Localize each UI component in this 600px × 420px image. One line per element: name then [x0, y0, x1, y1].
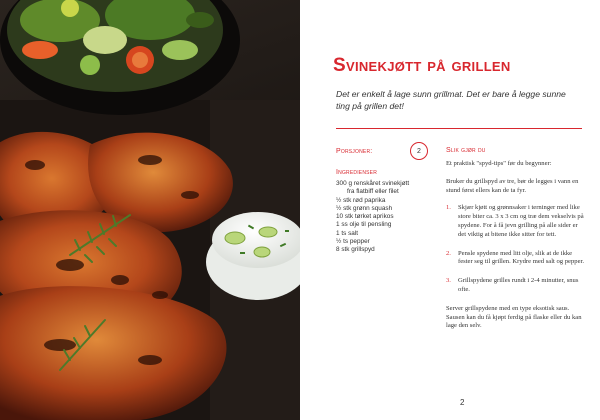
ingredient-item: 10 stk tørket aprikos [336, 213, 394, 221]
step-number: 2. [446, 249, 451, 257]
ingredient-item: ½ stk grønn squash [336, 204, 393, 212]
closing-text: Server grillspydene med en type eksotisk saus. Sausen kan du få kjøpt ferdig på flaske eller du kan lage den selv. [446, 304, 582, 330]
ingredient-item: ½ stk rød paprika [336, 196, 386, 204]
ingredient-item: 8 stk grillspyd [336, 246, 375, 254]
page-number: 2 [460, 398, 465, 407]
portions-label: Porsjoner: [336, 147, 373, 155]
tip-heading: Et praktisk "spyd-tips" før du begynner: [446, 160, 552, 167]
step-item [446, 250, 586, 268]
ingredients-list [336, 180, 432, 255]
portions-row [336, 141, 432, 161]
ingredients-column [336, 141, 432, 255]
step-item [446, 204, 586, 239]
portions-count: 2 [410, 142, 428, 160]
method-heading: Slik gjør du [446, 147, 486, 154]
steps-list [446, 204, 586, 294]
step-text: Skjær kjøtt og grønnsaker i terninger med like store biter ca. 3 x 3 cm og træ dem vekselvis på spydene. For å få jevn grilling på alle sider er det viktig at bitene ikke sitter for tett. [458, 204, 584, 238]
step-text: Pensle spydene med litt olje, slik at de ikke fester seg til grillen. Krydre med salt og pepper. [458, 249, 584, 266]
step-number: 3. [446, 277, 451, 285]
ingredient-item: 300 g renskåret svinekjøtt [336, 180, 410, 187]
divider [336, 128, 582, 129]
step-number: 1. [446, 204, 451, 212]
method-column [446, 147, 586, 340]
step-item [446, 277, 586, 295]
recipe-title: Svinekjøtt på grillen [333, 55, 511, 76]
tip-text: Bruker du grillspyd av tre, bør de legges i vann en stund først ellers kan de ta fyr. [446, 177, 579, 194]
ingredient-item: ½ ts pepper [336, 238, 370, 246]
ingredient-item: fra flatbiff eller filet [347, 188, 399, 196]
recipe-intro: Det er enkelt å lage sunn grillmat. Det er bare å legge sunne ting på grillen det! [336, 89, 566, 111]
ingredients-heading: Ingredienser [336, 169, 378, 176]
step-text: Grillspydene grilles rundt i 2-4 minutter, snus ofte. [458, 277, 579, 293]
ingredient-item: 1 ts salt [336, 229, 359, 237]
ingredient-item: 1 ss olje til pensling [336, 221, 392, 229]
recipe-page [300, 0, 600, 420]
